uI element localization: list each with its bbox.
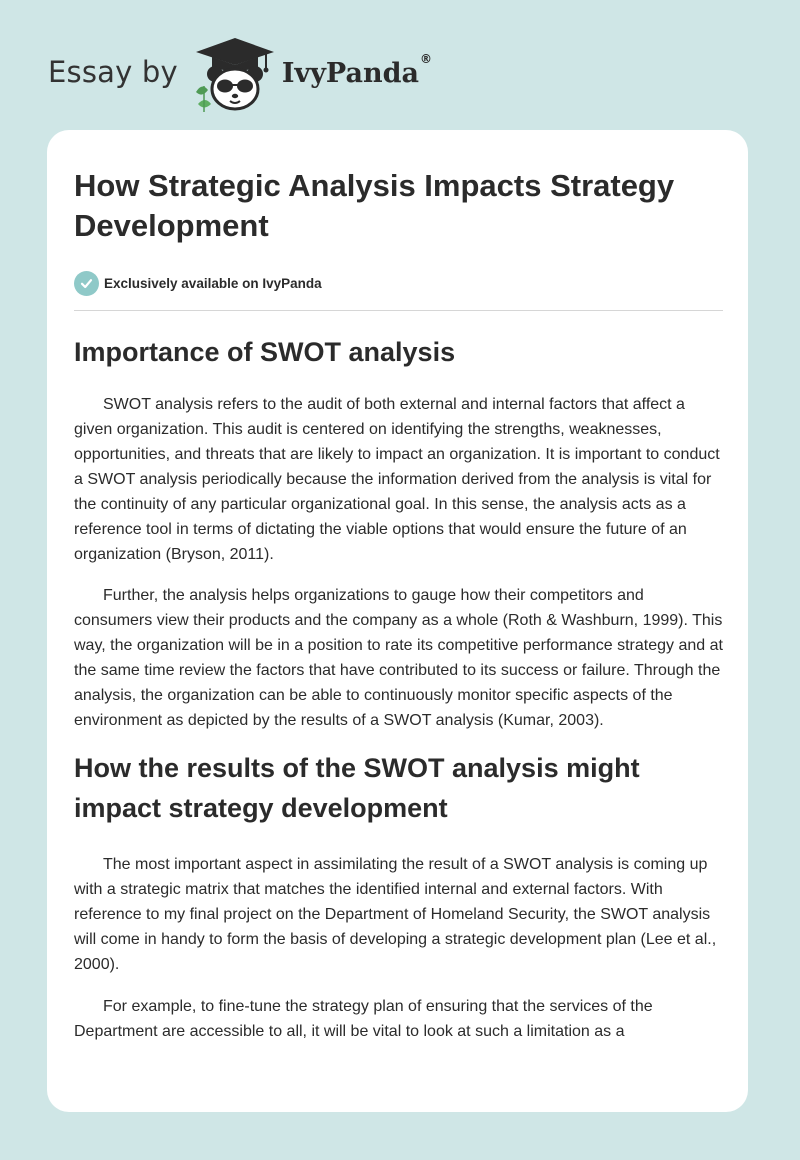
- paragraph: The most important aspect in assimilating the result of a SWOT analysis is coming up with a strategic matrix that matches the identified internal and external factors. With reference to my final project on the Department of Homeland Security, the SWOT analysis will come in handy to form the basis of developing a strategic development plan (Lee et al., 2000).: [74, 856, 717, 973]
- paragraph: For example, to fine-tune the strategy plan of ensuring that the services of the Department are accessible to all, it will be vital to look at such a limitation as a: [74, 998, 653, 1040]
- brand-prefix: Essay by: [48, 55, 178, 89]
- brand-name: IvyPanda®: [281, 51, 432, 89]
- section-heading: How the results of the SWOT analysis might impact strategy development: [74, 753, 640, 823]
- panda-logo-icon: [192, 34, 278, 114]
- paragraph: SWOT analysis refers to the audit of both external and internal factors that affect a given organization. This audit is centered on identifying the strengths, weaknesses, opportunities, and threats that are likely to impact an organization. It is important to conduct a SWOT analysis periodically because the information derived from the analysis is vital for the continuity of any particular organizational goal. In this sense, the analysis acts as a reference tool in terms of dictating the viable options that would ensure the future of an organization (Bryson, 2011).: [74, 396, 720, 563]
- essay-content: [74, 166, 724, 1044]
- paragraph: Further, the analysis helps organizations to gauge how their competitors and consumers view their products and the company as a whole (Roth & Washburn, 1999). This way, the organization will be in a position to rate its competitive performance strategy and at the same time review the factors that have contributed to its success or failure. Through the analysis, the organization can be able to continuously monitor specific aspects of the environment as depicted by the results of a SWOT analysis (Kumar, 2003).: [74, 587, 723, 729]
- brand-header[interactable]: [48, 34, 432, 114]
- section-heading: Importance of SWOT analysis: [74, 337, 456, 367]
- essay-title: How Strategic Analysis Impacts Strategy Development: [74, 168, 675, 243]
- title-divider: [74, 310, 723, 311]
- essay-card: [47, 130, 748, 1112]
- check-circle-icon: [74, 271, 99, 296]
- registered-mark: ®: [419, 51, 432, 66]
- exclusive-badge: [74, 270, 724, 296]
- badge-text: Exclusively available on IvyPanda: [104, 275, 322, 291]
